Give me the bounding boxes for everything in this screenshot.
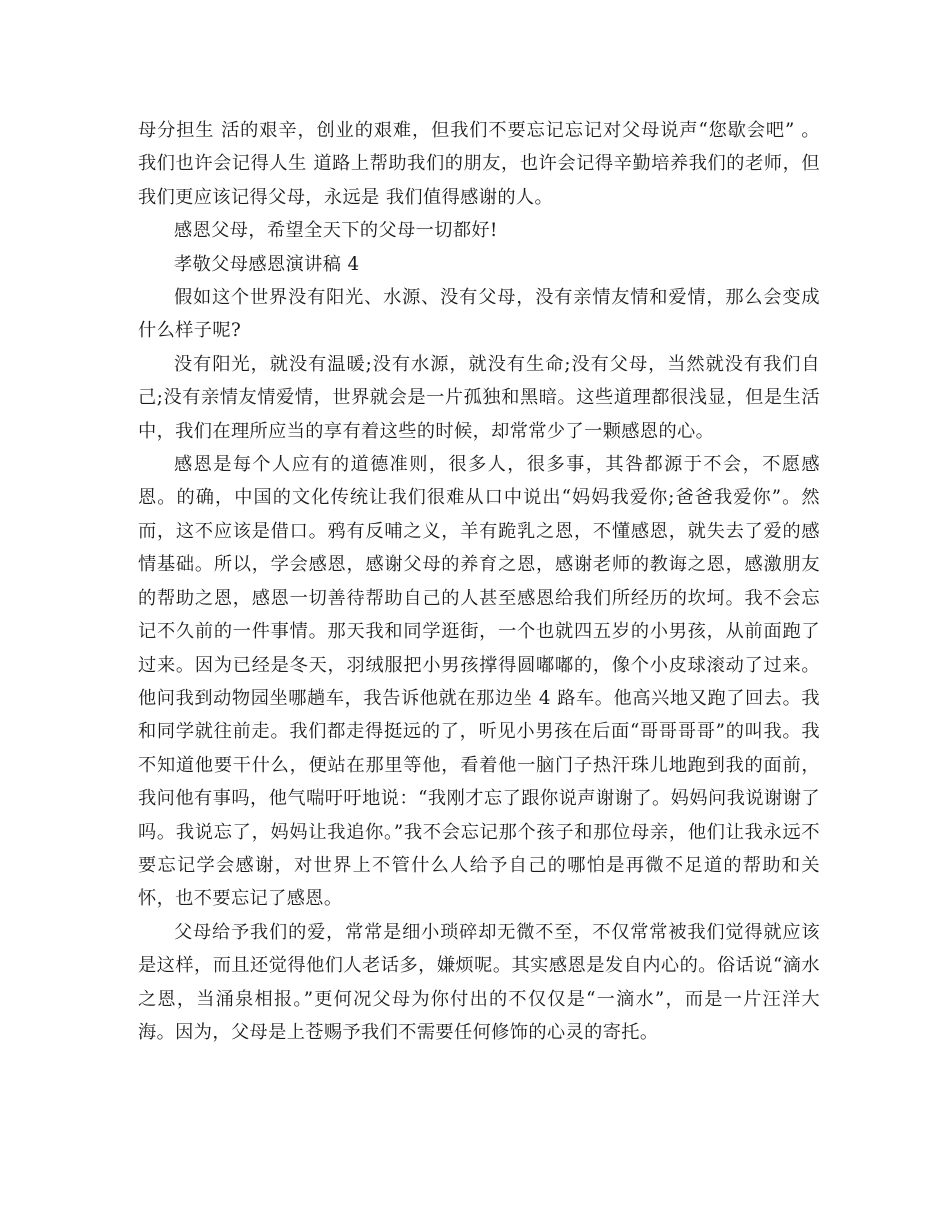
paragraph-6: 父母给予我们的爱，常常是细小琐碎却无微不至，不仅常常被我们觉得就应该是这样，而且还觉得他们人老话多，嫌烦呢。其实感恩是发自内心的。俗话说“滴水之恩，当涌泉相报。”更何况父母为你付出的不仅仅是“一滴水”，而是一片汪洋大海。因为，父母是上苍赐予我们不需要任何修饰的心灵的寄托。: [138, 921, 820, 1043]
document-body: [138, 114, 820, 1049]
paragraph-2: 感恩父母，希望全天下的父母一切都好!: [174, 220, 498, 242]
section-heading: 孝敬父母感恩演讲稿 4: [174, 253, 360, 275]
paragraph-1: 母分担生 活的艰辛，创业的艰难，但我们不要忘记忘记对父母说声“您歇会吧” 。我们也许会记得人生 道路上帮助我们的朋友，也许会记得辛勤培养我们的老师，但我们更应该记得父母，永远是 我们值得感谢的人。: [138, 120, 821, 208]
paragraph-4: 没有阳光，就没有温暖;没有水源，就没有生命;没有父母，当然就没有我们自己;没有亲情友情爱情，世界就会是一片孤独和黑暗。这些道理都很浅显，但是生活中，我们在理所应当的享有着这些的时候，却常常少了一颗感恩的心。: [138, 353, 820, 442]
paragraph-3: 假如这个世界没有阳光、水源、没有父母，没有亲情友情和爱情，那么会变成什么样子呢?: [138, 287, 820, 342]
paragraph-5: 感恩是每个人应有的道德准则，很多人，很多事，其咎都源于不会，不愿感恩。的确，中国的文化传统让我们很难从口中说出“妈妈我爱你;爸爸我爱你”。然而，这不应该是借口。鸦有反哺之义，羊有跪乳之恩，不懂感恩，就失去了爱的感情基础。所以，学会感恩，感谢父母的养育之恩，感谢老师的教诲之恩，感激朋友的帮助之恩，感恩一切善待帮助自己的人甚至感恩给我们所经历的坎坷。我不会忘记不久前的一件事情。那天我和同学逛街，一个也就四五岁的小男孩，从前面跑了过来。因为已经是冬天，羽绒服把小男孩撑得圆嘟嘟的，像个小皮球滚动了过来。他问我到动物园坐哪趟车，我告诉他就在那边坐 4 路车。他高兴地又跑了回去。我和同学就往前走。我们都走得挺远的了，听见小男孩在后面“哥哥哥哥”的叫我。我不知道他要干什么，便站在那里等他，看着他一脑门子热汗珠儿地跑到我的面前，我问他有事吗，他气喘吁吁地说：“我刚才忘了跟你说声谢谢了。妈妈问我说谢谢了吗。我说忘了，妈妈让我追你。”我不会忘记那个孩子和那位母亲，他们让我永远不要忘记学会感谢，对世界上不管什么人给予自己的哪怕是再微不足道的帮助和关怀，也不要忘记了感恩。: [138, 454, 820, 910]
